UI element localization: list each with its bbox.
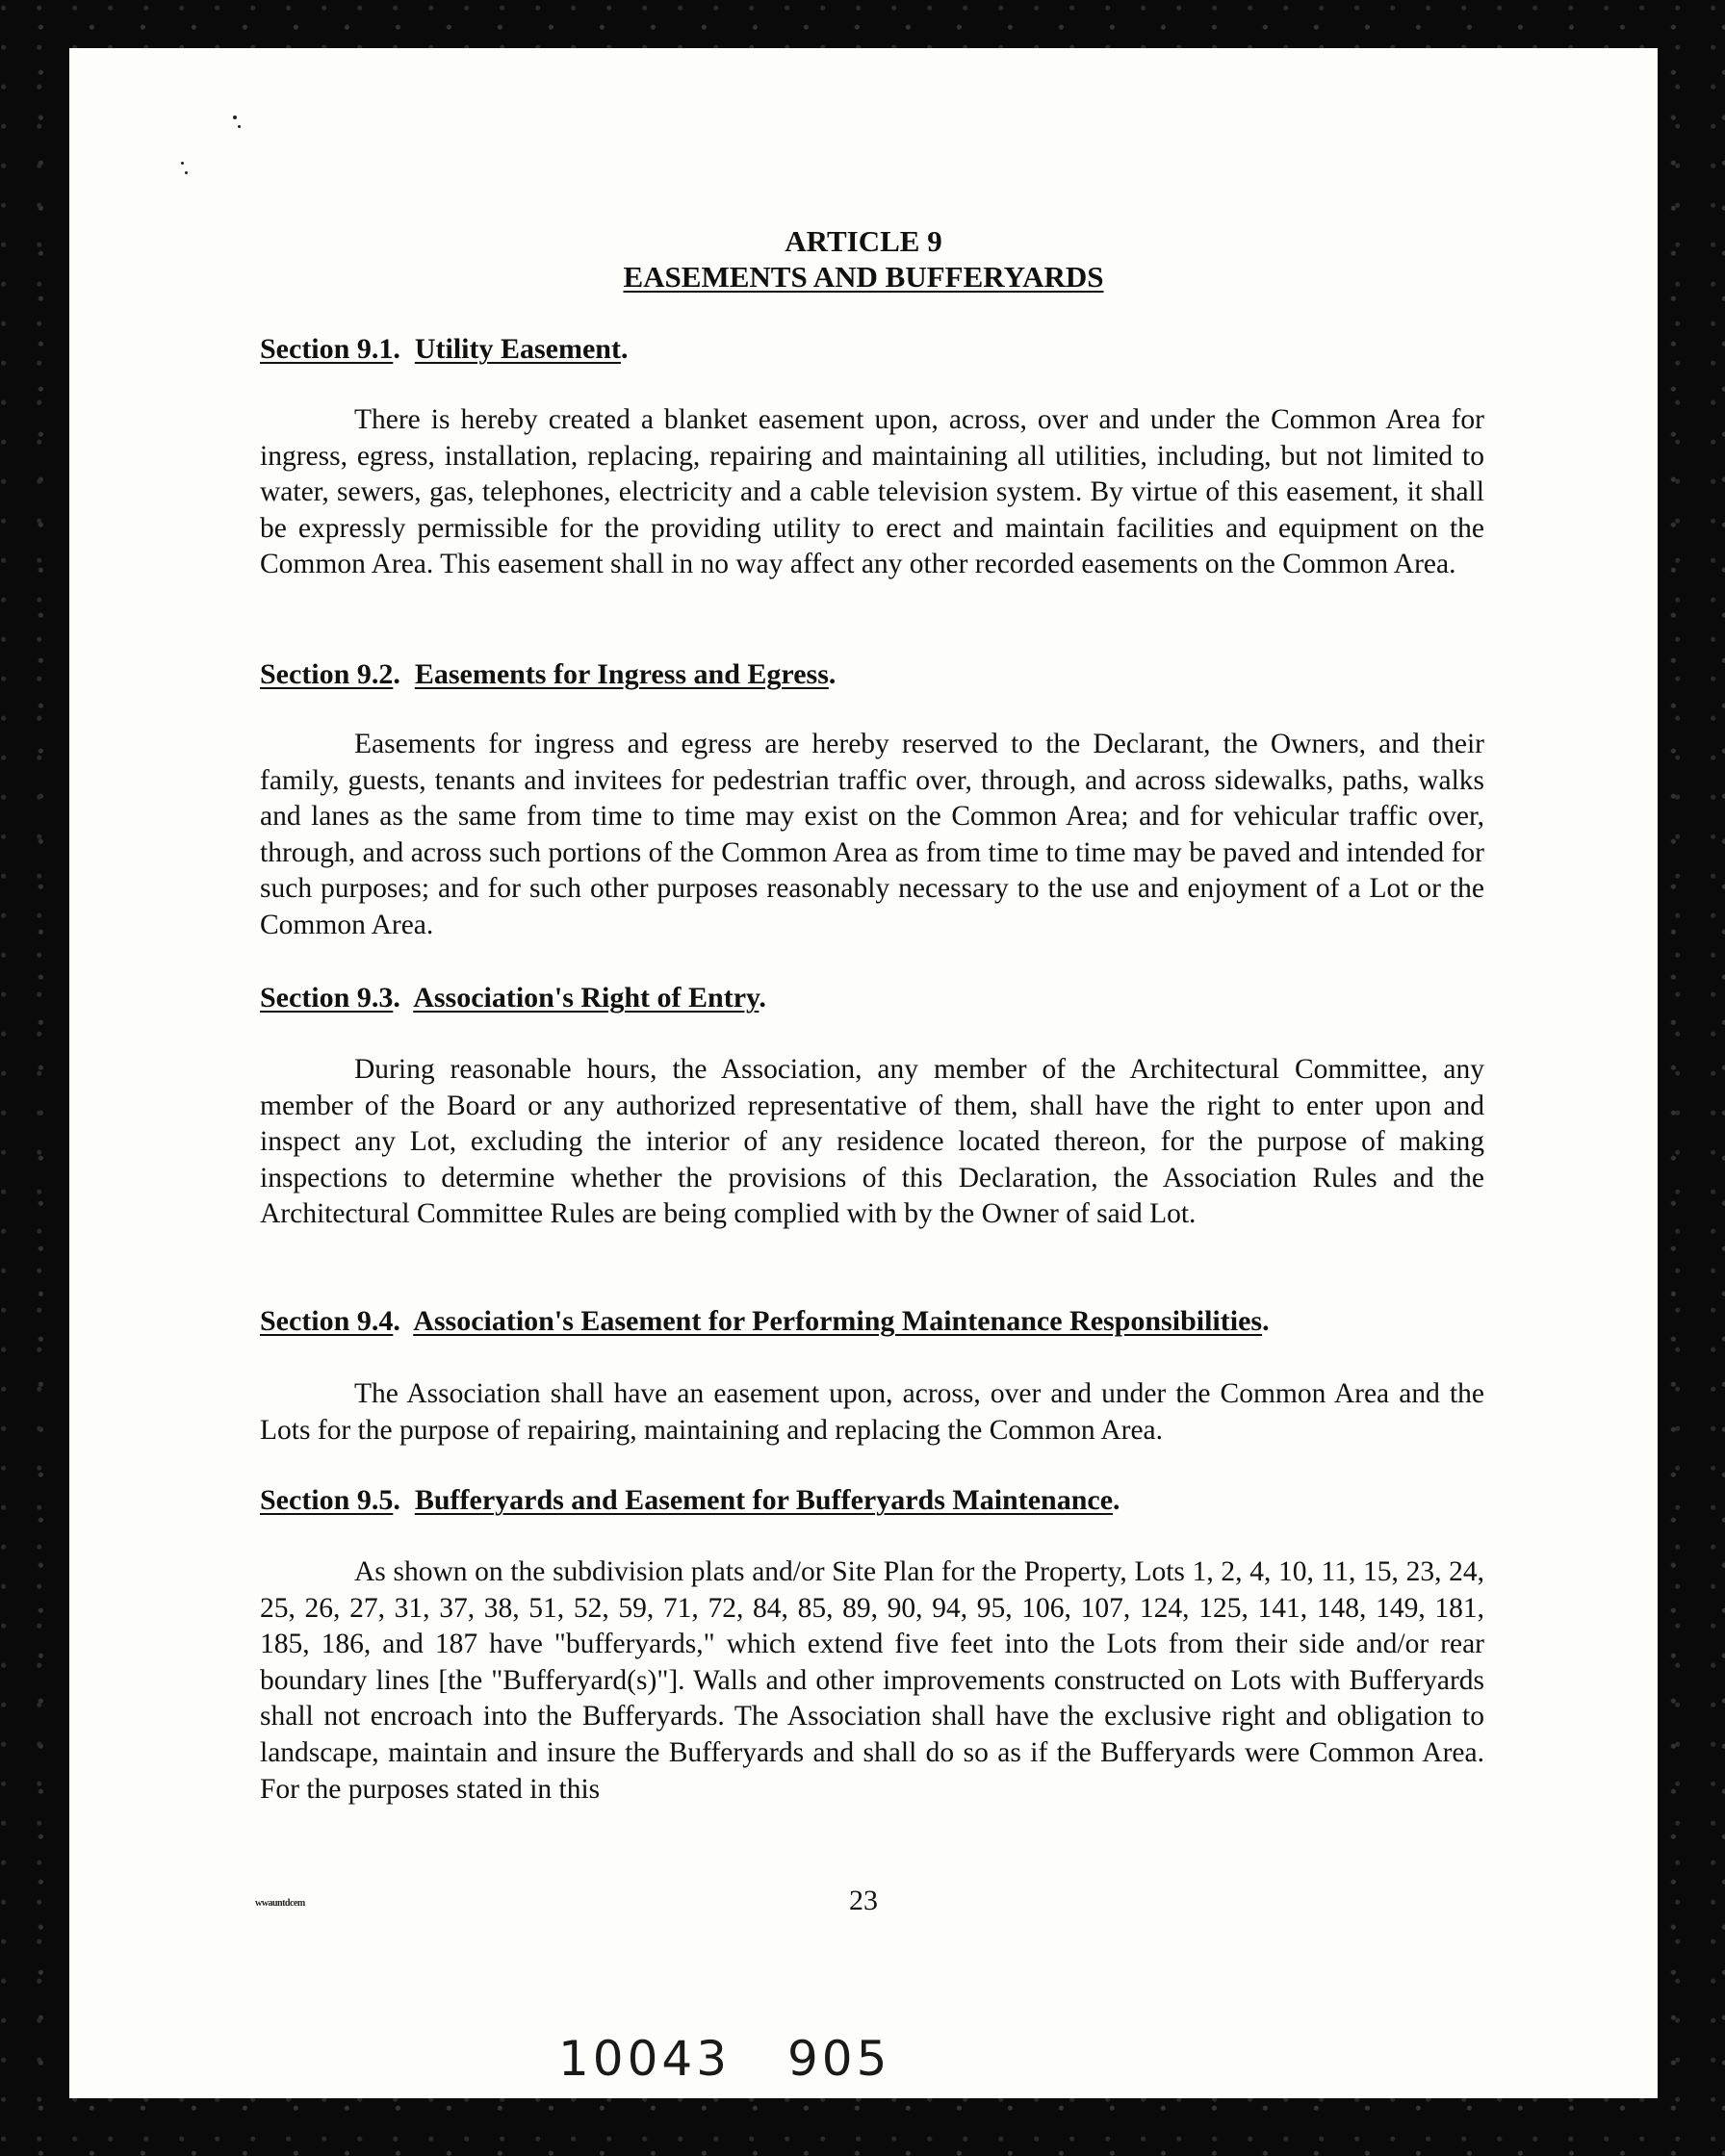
section-title: Easements for Ingress and Egress	[414, 658, 829, 690]
section-title: Bufferyards and Easement for Bufferyards Maintenance	[414, 1484, 1114, 1516]
recording-stamp-book: 10043	[558, 2031, 732, 2087]
footer-document-code: wwauntdcem	[255, 1898, 305, 1909]
article-number: ARTICLE 9	[785, 224, 942, 258]
section-title: Utility Easement	[414, 333, 621, 365]
document-page	[69, 48, 1658, 2098]
recording-stamp-page: 905	[787, 2031, 891, 2087]
section-heading: Section 9.1. Utility Easement.	[260, 333, 629, 365]
section-number: Section 9.5	[260, 1484, 394, 1516]
section-heading: Section 9.3. Association's Right of Entry.	[260, 982, 766, 1014]
section-body: During reasonable hours, the Association, any member of the Architectural Committee, any member of the Board or any authorized representative of them, shall have the right to enter upon and inspect any Lot, excluding the interior of any residence located thereon, for the purpose of making inspections to determine whether the provisions of this Declaration, the Association Rules and the Architectural Committee Rules are being complied with by the Owner of said Lot.	[260, 1054, 1484, 1230]
section-number: Section 9.4	[260, 1305, 394, 1337]
section-title: Association's Easement for Performing Maintenance Responsibilities	[413, 1305, 1263, 1337]
article-heading	[69, 223, 1658, 295]
section-number: Section 9.3	[260, 982, 394, 1014]
scan-speck	[233, 116, 237, 119]
section-number: Section 9.1	[260, 333, 394, 365]
scan-speck	[185, 171, 188, 174]
section-body: As shown on the subdivision plats and/or Site Plan for the Property, Lots 1, 2, 4, 10, 11, 15, 23, 24, 25, 26, 27, 31, 37, 38, 51, 52, 59, 71, 72, 84, 85, 89, 90, 94, 95, 106, 107, 124, 125, 141, 148, 149, 181, 185, 186, and 187 have "bufferyards," which extend five feet into the Lots from their side and/or rear boundary lines [the "Bufferyard(s)"]. Walls and other improvements constructed on Lots with Bufferyards shall not encroach into the Bufferyards. The Association shall have the exclusive right and obligation to landscape, maintain and insure the Bufferyards and shall do so as if the Bufferyards were Common Area. For the purposes stated in this	[260, 1556, 1484, 1805]
section-heading: Section 9.4. Association's Easement for Performing Maintenance Responsibilities.	[260, 1305, 1270, 1337]
section-heading: Section 9.2. Easements for Ingress and Egress.	[260, 658, 837, 690]
section-title: Association's Right of Entry	[413, 982, 760, 1014]
article-title: EASEMENTS AND BUFFERYARDS	[623, 260, 1104, 294]
section-body: There is hereby created a blanket easement upon, across, over and under the Common Area for ingress, egress, installation, replacing, repairing and maintaining all utilities, including, but not limited to water, sewers, gas, telephones, electricity and a cable television system. By virtue of this easement, it shall be expressly permissible for the providing utility to erect and maintain facilities and equipment on the Common Area. This easement shall in no way affect any other recorded easements on the Common Area.	[260, 404, 1484, 580]
scan-speck	[181, 162, 184, 165]
section-body: The Association shall have an easement upon, across, over and under the Common Area and the Lots for the purpose of repairing, maintaining and replacing the Common Area.	[260, 1378, 1484, 1446]
section-number: Section 9.2	[260, 658, 394, 690]
scan-speck	[238, 125, 241, 128]
section-heading: Section 9.5. Bufferyards and Easement for Bufferyards Maintenance.	[260, 1484, 1120, 1516]
section-body: Easements for ingress and egress are hereby reserved to the Declarant, the Owners, and their family, guests, tenants and invitees for pedestrian traffic over, through, and across sidewalks, paths, walks and lanes as the same from time to time may exist on the Common Area; and for vehicular traffic over, through, and across such portions of the Common Area as from time to time may be paved and intended for such purposes; and for such other purposes reasonably necessary to the use and enjoyment of a Lot or the Common Area.	[260, 729, 1484, 940]
page-number: 23	[849, 1885, 878, 1916]
